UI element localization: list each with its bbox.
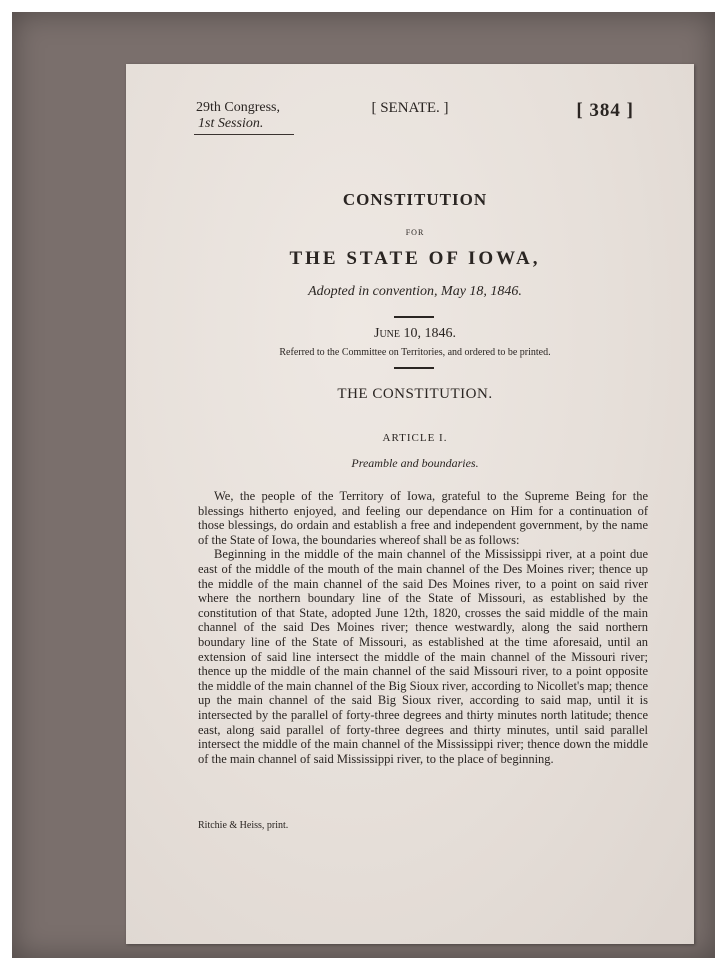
chamber-label: [ SENATE. ] [371, 100, 449, 116]
referral-date: June 10, 1846. [374, 326, 456, 341]
title-constitution: CONSTITUTION [342, 190, 488, 209]
paragraph-preamble: We, the people of the Territory of Iowa, grateful to the Supreme Being for the blessings hitherto enjoyed, and feeling our dependance on Him for a continuation of those blessings, do ordain and establish a free and independent government, by the name of the State of Iowa, the boundaries whereof shall be as follows: [198, 489, 648, 547]
article-subtitle: Preamble and boundaries. [351, 456, 479, 470]
adopted-line: Adopted in convention, May 18, 1846. [308, 284, 522, 299]
document-number: [ 384 ] [576, 100, 634, 121]
section-heading: THE CONSTITUTION. [337, 386, 493, 402]
document-page [126, 64, 694, 944]
body-text [198, 489, 648, 766]
title-for: FOR [405, 228, 425, 237]
paragraph-boundaries: Beginning in the middle of the main channel of the Mississippi river, at a point due east of the middle of the mouth of the main channel of the Des Moines river; thence up the middle of the main channel of the said Des Moines river, to a point on said river where the northern boundary line of the State of Missouri, as established by the constitution of that State, adopted June 12th, 1820, crosses the said middle of the main channel of the said Des Moines river; thence westwardly, along the said northern boundary line of the State of Missouri, as established at the time aforesaid, until an extension of said line intersect the middle of the main channel of the Missouri river; thence up the middle of the main channel of the said Missouri river, to a point opposite the middle of the main channel of the Big Sioux river, according to Nicollet's map; thence up the main channel of the said Big Sioux river, according to said map, until it is intersected by the parallel of forty-three degrees and thirty minutes north latitude; thence east, along said parallel of forty-three degrees and thirty minutes, until said parallel intersect the middle of the main channel of the Mississippi river; thence down the middle of the main channel of said Mississippi river, to the place of beginning. [198, 547, 648, 766]
divider-top [394, 316, 434, 318]
article-heading: ARTICLE I. [382, 432, 448, 444]
header-rule [194, 134, 294, 135]
divider-bottom [394, 367, 434, 369]
title-state: THE STATE OF IOWA, [289, 248, 541, 269]
session-label: 1st Session. [198, 116, 264, 131]
congress-label: 29th Congress, [196, 100, 280, 115]
referral-text: Referred to the Committee on Territories, and ordered to be printed. [279, 347, 551, 358]
printer-credit: Ritchie & Heiss, print. [198, 820, 289, 831]
